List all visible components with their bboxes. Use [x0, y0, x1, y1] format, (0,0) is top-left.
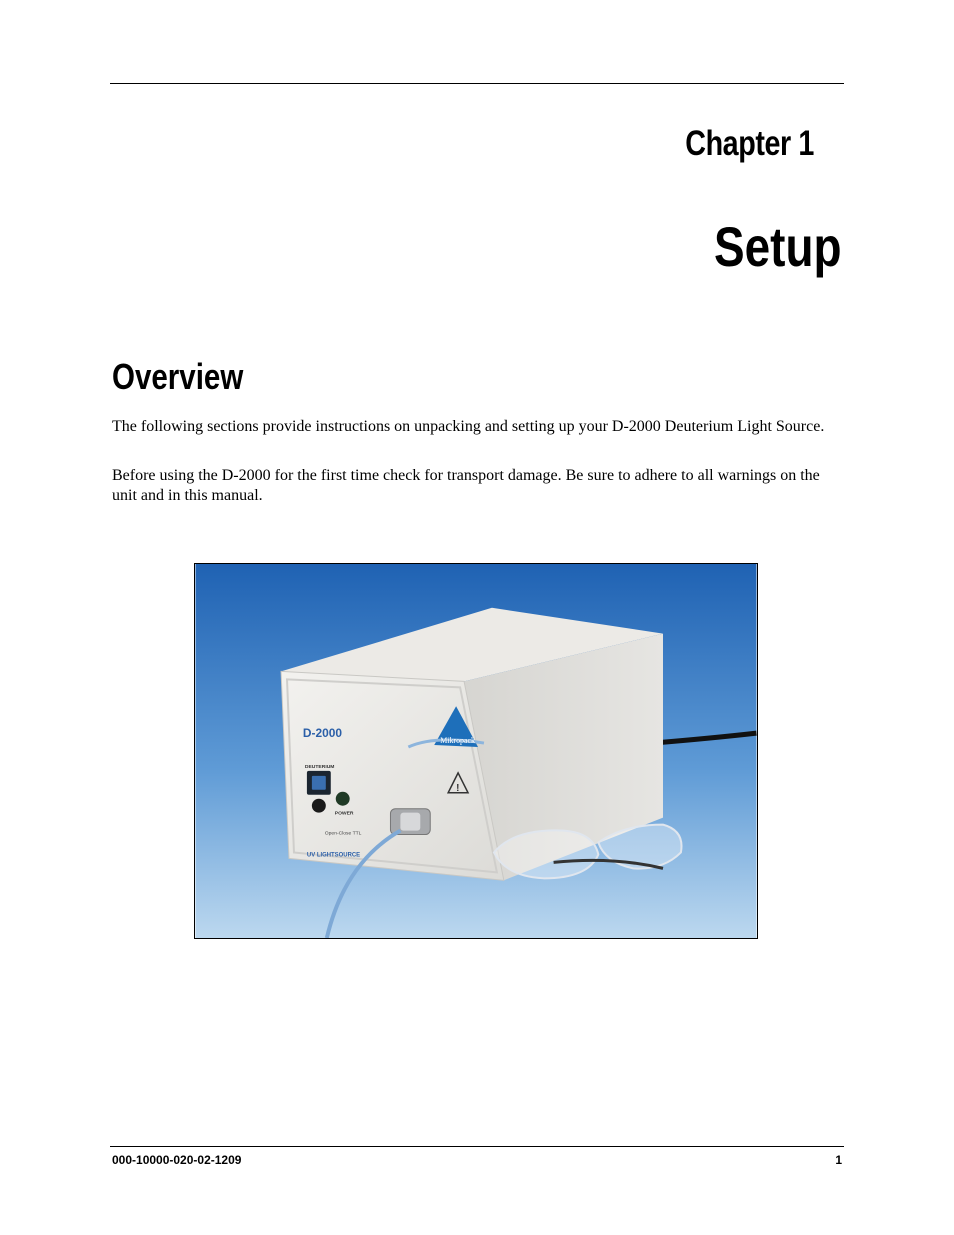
ttl-label: Open-Close TTL — [324, 831, 362, 837]
source-label: UV LIGHTSOURCE — [306, 852, 361, 859]
knob — [312, 799, 326, 813]
model-label: D-2000 — [302, 726, 343, 741]
power-label: POWER — [334, 811, 354, 817]
device-photo-illustration — [195, 564, 757, 938]
section-heading: Overview — [112, 356, 244, 397]
deuterium-label: DEUTERIUM — [304, 764, 335, 770]
doc-number: 000-10000-020-02-1209 — [112, 1153, 242, 1167]
paragraph-intro: The following sections provide instructions on unpacking and setting up your D-2000 Deuterium Light Source. — [112, 418, 825, 435]
header-rule — [110, 83, 844, 84]
power-led — [336, 792, 350, 806]
chapter-label: Chapter 1 — [685, 124, 814, 163]
device-photo — [194, 563, 758, 939]
paragraph-warning: Before using the D-2000 for the first time check for transport damage. Be sure to adhere to all warnings on the unit and in this manual. — [112, 467, 820, 504]
footer-rule — [110, 1146, 844, 1147]
svg-text:!: ! — [456, 782, 460, 794]
brand-label: Mikropack — [440, 736, 476, 746]
page-number: 1 — [835, 1153, 842, 1167]
chapter-title: Setup — [714, 215, 842, 278]
